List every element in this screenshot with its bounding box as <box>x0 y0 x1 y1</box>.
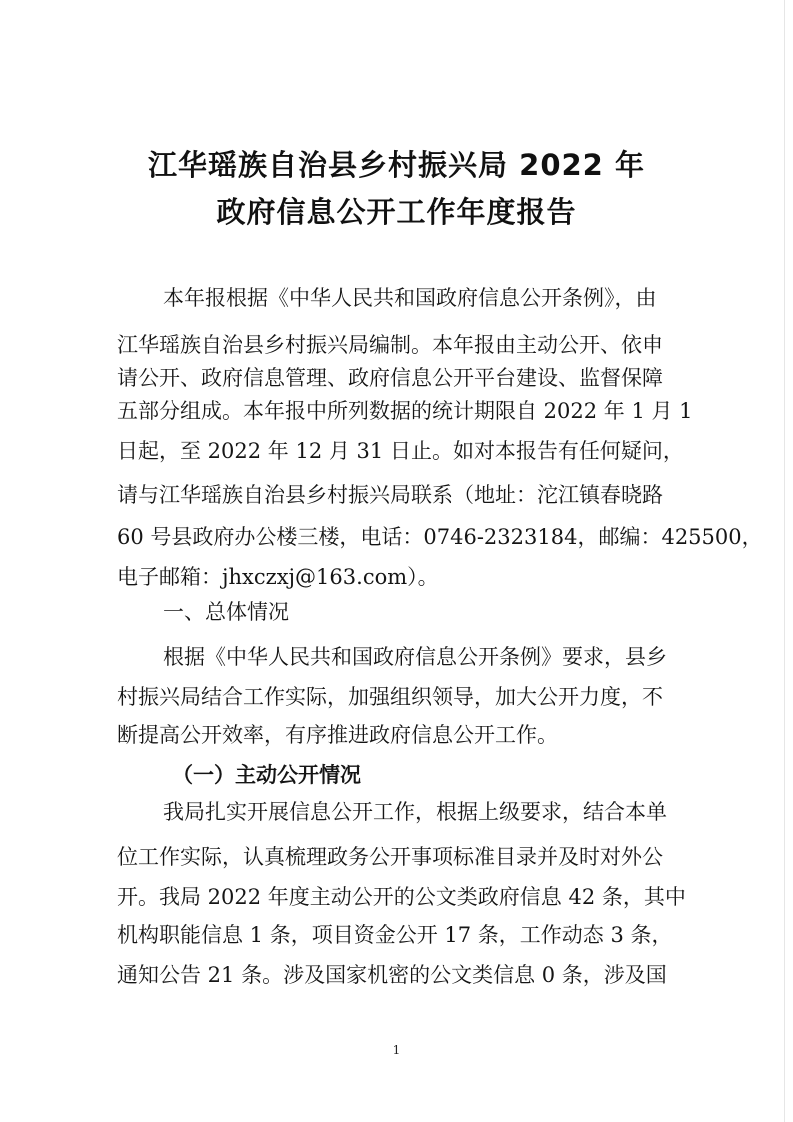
section-line: 村振兴局结合工作实际，加强组织领导，加大公开力度，不 <box>117 685 663 709</box>
intro-line: 日起，至 2022 年 12 月 31 日止。如对本报告有任何疑问， <box>117 439 684 463</box>
document-title-line-1: 江华瑶族自治县乡村振兴局 2022 年 <box>148 148 645 182</box>
subsection-line: 开。我局 2022 年度主动公开的公文类政府信息 42 条，其中 <box>117 885 686 909</box>
subsection-heading: （一）主动公开情况 <box>172 763 361 787</box>
intro-line: 江华瑶族自治县乡村振兴局编制。本年报由主动公开、依申 <box>117 333 663 357</box>
page-number: 1 <box>392 1043 401 1057</box>
section-line: 根据《中华人民共和国政府信息公开条例》要求，县乡 <box>163 645 667 669</box>
section-heading: 一、总体情况 <box>163 600 289 624</box>
intro-line: 本年报根据《中华人民共和国政府信息公开条例》，由 <box>163 286 657 310</box>
subsection-line: 我局扎实开展信息公开工作，根据上级要求，结合本单 <box>163 800 667 824</box>
subsection-line: 通知公告 21 条。涉及国家机密的公文类信息 0 条，涉及国 <box>117 963 667 987</box>
subsection-line: 位工作实际，认真梳理政务公开事项标准目录并及时对外公 <box>117 845 663 869</box>
document-title-line-2: 政府信息公开工作年度报告 <box>216 195 577 229</box>
subsection-line: 机构职能信息 1 条，项目资金公开 17 条，工作动态 3 条， <box>117 923 673 947</box>
section-line: 断提高公开效率，有序推进政府信息公开工作。 <box>117 723 558 747</box>
scan-edge <box>784 0 785 1122</box>
intro-line: 电子邮箱：jhxczxj@163.com）。 <box>117 565 439 589</box>
intro-line: 五部分组成。本年报中所列数据的统计期限自 2022 年 1 月 1 <box>117 399 693 423</box>
intro-line: 60 号县政府办公楼三楼，电话：0746-2323184，邮编：425500， <box>117 525 763 549</box>
intro-line: 请与江华瑶族自治县乡村振兴局联系（地址：沱江镇春晓路 <box>117 483 663 507</box>
intro-line: 请公开、政府信息管理、政府信息公开平台建设、监督保障 <box>117 366 663 390</box>
